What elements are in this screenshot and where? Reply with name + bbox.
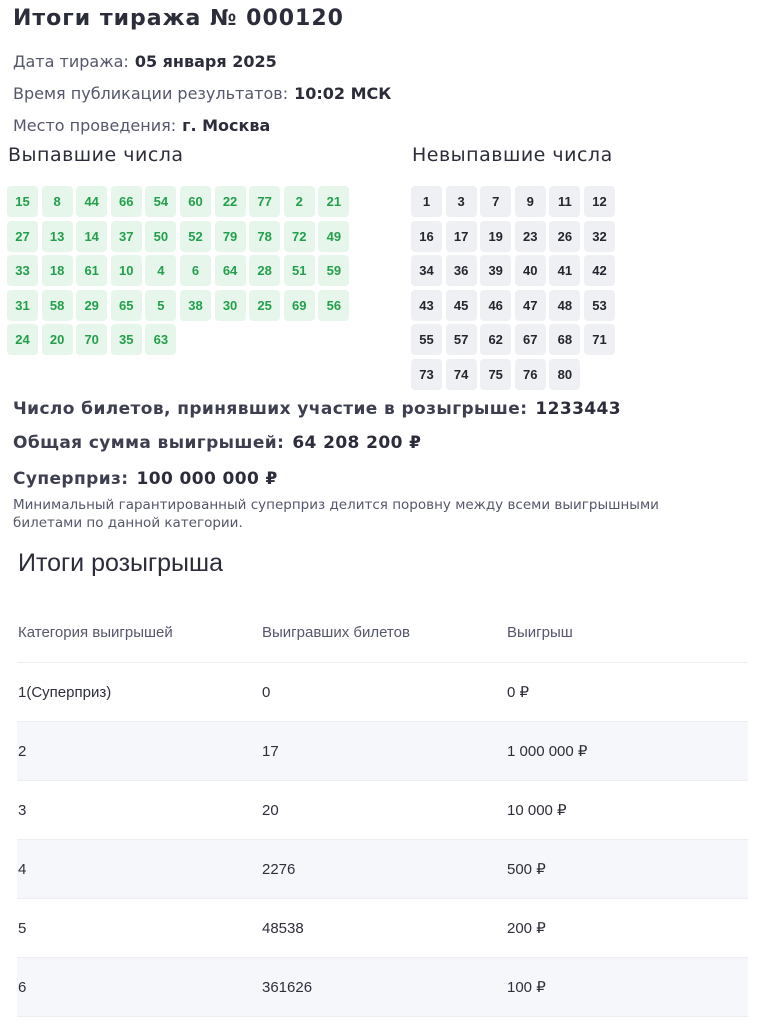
missed-number-ball: 12	[584, 186, 615, 217]
winning-tickets-cell: 48538	[261, 899, 506, 958]
missed-number-ball: 74	[446, 359, 477, 390]
category-cell: 1(Суперприз)	[17, 663, 261, 722]
results-row	[17, 663, 748, 722]
drawn-number-ball: 25	[249, 290, 280, 321]
missed-number-ball: 75	[480, 359, 511, 390]
drawn-number-ball: 54	[145, 186, 176, 217]
drawn-number-ball: 49	[318, 221, 349, 252]
drawn-number-ball: 2	[284, 186, 315, 217]
drawn-number-ball: 61	[76, 255, 107, 286]
missed-number-ball: 17	[446, 221, 477, 252]
missed-number-ball: 47	[515, 290, 546, 321]
draw-date	[13, 52, 277, 71]
drawn-number-ball: 21	[318, 186, 349, 217]
missed-number-ball: 57	[446, 324, 477, 355]
results-table	[17, 602, 748, 1017]
missed-number-ball: 1	[411, 186, 442, 217]
missed-number-ball: 3	[446, 186, 477, 217]
missed-number-ball: 32	[584, 221, 615, 252]
header-winning-tickets: Выигравших билетов	[261, 602, 506, 663]
missed-number-ball: 48	[549, 290, 580, 321]
results-row	[17, 899, 748, 958]
missed-number-ball: 62	[480, 324, 511, 355]
missed-numbers-grid	[411, 186, 615, 390]
missed-number-ball: 34	[411, 255, 442, 286]
missed-number-ball: 7	[480, 186, 511, 217]
drawn-number-ball: 63	[145, 324, 176, 355]
drawn-number-ball: 38	[180, 290, 211, 321]
superprize	[13, 469, 278, 489]
missed-number-ball: 45	[446, 290, 477, 321]
category-cell: 6	[17, 958, 261, 1017]
missed-number-ball: 41	[549, 255, 580, 286]
prize-cell: 200 ₽	[506, 899, 748, 958]
missed-number-ball: 46	[480, 290, 511, 321]
results-header-row	[17, 602, 748, 663]
missed-number-ball: 55	[411, 324, 442, 355]
missed-number-ball: 26	[549, 221, 580, 252]
draw-place-label: Место проведения:	[13, 116, 177, 135]
tickets-count-value: 1233443	[535, 399, 622, 419]
missed-number-ball: 67	[515, 324, 546, 355]
tickets-count-label: Число билетов, принявших участие в розыгрыше:	[13, 399, 528, 419]
drawn-number-ball: 28	[249, 255, 280, 286]
drawn-number-ball: 22	[215, 186, 246, 217]
drawn-number-ball: 35	[111, 324, 142, 355]
missed-number-ball: 39	[480, 255, 511, 286]
missed-number-ball: 68	[549, 324, 580, 355]
page-title: Итоги тиража № 000120	[13, 6, 344, 31]
draw-date-value: 05 января 2025	[134, 52, 277, 71]
results-row	[17, 840, 748, 899]
drawn-number-ball: 52	[180, 221, 211, 252]
missed-number-ball: 42	[584, 255, 615, 286]
drawn-number-ball: 4	[145, 255, 176, 286]
winning-tickets-cell: 20	[261, 781, 506, 840]
draw-place	[13, 116, 270, 135]
missed-number-ball: 11	[549, 186, 580, 217]
superprize-value: 100 000 000 ₽	[136, 469, 278, 489]
drawn-number-ball: 20	[42, 324, 73, 355]
winning-tickets-cell: 2276	[261, 840, 506, 899]
missed-number-ball: 19	[480, 221, 511, 252]
drawn-number-ball: 33	[7, 255, 38, 286]
publish-time-label: Время публикации результатов:	[13, 84, 289, 103]
drawn-number-ball: 78	[249, 221, 280, 252]
missed-number-ball: 36	[446, 255, 477, 286]
total-winnings-value: 64 208 200 ₽	[292, 433, 422, 453]
drawn-number-ball: 79	[215, 221, 246, 252]
superprize-label: Суперприз:	[13, 469, 129, 489]
drawn-number-ball: 15	[7, 186, 38, 217]
drawn-number-ball: 6	[180, 255, 211, 286]
superprize-note: Минимальный гарантированный суперприз делится поровну между всеми выигрышными билетами по данной категории.	[13, 497, 659, 531]
drawn-number-ball: 31	[7, 290, 38, 321]
category-cell: 2	[17, 722, 261, 781]
missed-numbers-heading: Невыпавшие числа	[412, 144, 613, 166]
missed-number-ball: 23	[515, 221, 546, 252]
drawn-number-ball: 44	[76, 186, 107, 217]
drawn-number-ball: 50	[145, 221, 176, 252]
draw-place-value: г. Москва	[182, 116, 271, 135]
drawn-number-ball: 30	[215, 290, 246, 321]
missed-number-ball: 71	[584, 324, 615, 355]
drawn-number-ball: 8	[42, 186, 73, 217]
drawn-number-ball: 69	[284, 290, 315, 321]
drawn-number-ball: 56	[318, 290, 349, 321]
drawn-number-ball: 72	[284, 221, 315, 252]
drawn-number-ball: 65	[111, 290, 142, 321]
drawn-numbers-grid	[7, 186, 349, 355]
category-cell: 5	[17, 899, 261, 958]
header-category: Категория выигрышей	[17, 602, 261, 663]
drawn-number-ball: 58	[42, 290, 73, 321]
prize-cell: 0 ₽	[506, 663, 748, 722]
results-row	[17, 722, 748, 781]
prize-cell: 100 ₽	[506, 958, 748, 1017]
prize-cell: 10 000 ₽	[506, 781, 748, 840]
drawn-number-ball: 51	[284, 255, 315, 286]
drawn-number-ball: 59	[318, 255, 349, 286]
prize-cell: 500 ₽	[506, 840, 748, 899]
category-cell: 3	[17, 781, 261, 840]
drawn-numbers-heading: Выпавшие числа	[8, 144, 184, 166]
results-title: Итоги розыгрыша	[18, 549, 223, 577]
drawn-number-ball: 37	[111, 221, 142, 252]
tickets-count	[13, 399, 621, 419]
drawn-number-ball: 24	[7, 324, 38, 355]
drawn-number-ball: 13	[42, 221, 73, 252]
category-cell: 4	[17, 840, 261, 899]
missed-number-ball: 40	[515, 255, 546, 286]
drawn-number-ball: 77	[249, 186, 280, 217]
prize-cell: 1 000 000 ₽	[506, 722, 748, 781]
drawn-number-ball: 70	[76, 324, 107, 355]
drawn-number-ball: 29	[76, 290, 107, 321]
missed-number-ball: 80	[549, 359, 580, 390]
missed-number-ball: 76	[515, 359, 546, 390]
winning-tickets-cell: 0	[261, 663, 506, 722]
drawn-number-ball: 14	[76, 221, 107, 252]
results-row	[17, 781, 748, 840]
drawn-number-ball: 60	[180, 186, 211, 217]
drawn-number-ball: 27	[7, 221, 38, 252]
drawn-number-ball: 66	[111, 186, 142, 217]
total-winnings-label: Общая сумма выигрышей:	[13, 433, 285, 453]
missed-number-ball: 53	[584, 290, 615, 321]
drawn-number-ball: 5	[145, 290, 176, 321]
drawn-number-ball: 64	[215, 255, 246, 286]
missed-number-ball: 73	[411, 359, 442, 390]
total-winnings	[13, 433, 421, 453]
missed-number-ball: 16	[411, 221, 442, 252]
results-row	[17, 958, 748, 1017]
publish-time-value: 10:02 МСК	[294, 84, 392, 103]
publish-time	[13, 84, 391, 103]
winning-tickets-cell: 361626	[261, 958, 506, 1017]
winning-tickets-cell: 17	[261, 722, 506, 781]
header-prize: Выигрыш	[506, 602, 748, 663]
missed-number-ball: 43	[411, 290, 442, 321]
missed-number-ball: 9	[515, 186, 546, 217]
drawn-number-ball: 10	[111, 255, 142, 286]
drawn-number-ball: 18	[42, 255, 73, 286]
draw-date-label: Дата тиража:	[13, 52, 129, 71]
